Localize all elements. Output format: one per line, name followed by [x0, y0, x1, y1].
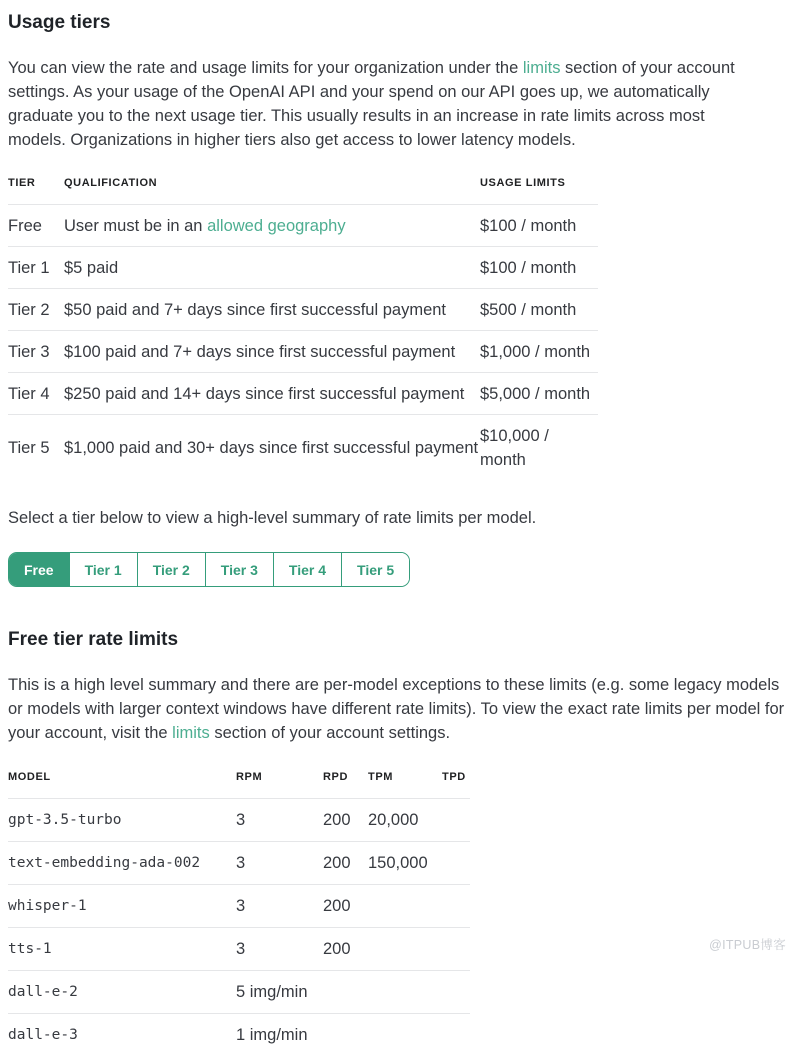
limits-link[interactable]: limits: [523, 59, 561, 77]
model-cell: text-embedding-ada-002: [8, 842, 236, 885]
tpd-cell: [442, 971, 470, 1014]
model-cell: dall-e-3: [8, 1014, 236, 1056]
tpd-cell: [442, 1014, 470, 1056]
column-header: USAGE LIMITS: [480, 171, 598, 205]
column-header: QUALIFICATION: [64, 171, 480, 205]
tier-tab-tier-2[interactable]: Tier 2: [137, 553, 205, 586]
text-segment: $100 paid and 7+ days since first successful payment: [64, 343, 455, 361]
tier-cell: Tier 3: [8, 331, 64, 373]
table-row: [8, 247, 598, 289]
table-header-row: [8, 765, 470, 799]
column-header: MODEL: [8, 765, 236, 799]
rpm-cell: 3: [236, 799, 323, 842]
column-header: TPM: [368, 765, 442, 799]
text-segment: You can view the rate and usage limits for your organization under the: [8, 59, 523, 77]
text-segment: $50 paid and 7+ days since first successful payment: [64, 301, 446, 319]
tpm-cell: 20,000: [368, 799, 442, 842]
rpd-cell: [323, 971, 368, 1014]
rate-limits-table-body: [8, 799, 470, 1056]
column-header: TIER: [8, 171, 64, 205]
rpd-cell: 200: [323, 928, 368, 971]
table-row: [8, 799, 470, 842]
usage-tiers-table: [8, 171, 598, 480]
table-row: [8, 1014, 470, 1056]
rate-limits-table: [8, 765, 470, 1056]
tpm-cell: 150,000: [368, 842, 442, 885]
qualification-cell: [64, 331, 480, 373]
page-title: Usage tiers: [8, 12, 786, 34]
watermark: @ITPUB博客: [709, 933, 786, 957]
table-row: [8, 928, 470, 971]
qualification-cell: [64, 289, 480, 331]
rpd-cell: 200: [323, 799, 368, 842]
tier-tab-tier-1[interactable]: Tier 1: [69, 553, 137, 586]
usage-limit-cell: $5,000 / month: [480, 373, 598, 415]
column-header: RPD: [323, 765, 368, 799]
rpm-cell: 3: [236, 885, 323, 928]
tier-tab-tier-4[interactable]: Tier 4: [273, 553, 341, 586]
rpm-cell: 3: [236, 928, 323, 971]
rpm-cell: 3: [236, 842, 323, 885]
tpd-cell: [442, 928, 470, 971]
table-header-row: [8, 171, 598, 205]
model-cell: gpt-3.5-turbo: [8, 799, 236, 842]
table-row: [8, 842, 470, 885]
qualification-cell: [64, 373, 480, 415]
column-header: TPD: [442, 765, 470, 799]
tier-tab-free[interactable]: Free: [9, 553, 69, 586]
usage-limit-cell: $100 / month: [480, 205, 598, 247]
rpm-cell: 1 img/min: [236, 1014, 323, 1056]
section-title: Free tier rate limits: [8, 629, 786, 651]
limits-link[interactable]: limits: [172, 724, 210, 742]
tpd-cell: [442, 842, 470, 885]
text-segment: $1,000 paid and 30+ days since first successful payment: [64, 439, 478, 457]
usage-limit-cell: $1,000 / month: [480, 331, 598, 373]
tpd-cell: [442, 799, 470, 842]
usage-limit-cell: $500 / month: [480, 289, 598, 331]
text-segment: section of your account settings.: [210, 724, 450, 742]
model-cell: whisper-1: [8, 885, 236, 928]
allowed-geography-link[interactable]: allowed geography: [207, 217, 346, 235]
tier-cell: Tier 5: [8, 415, 64, 481]
tpm-cell: [368, 1014, 442, 1056]
tier-tab-tier-5[interactable]: Tier 5: [341, 553, 409, 586]
tier-cell: Tier 2: [8, 289, 64, 331]
table-row: [8, 373, 598, 415]
tier-cell: Free: [8, 205, 64, 247]
rpd-cell: 200: [323, 842, 368, 885]
text-segment: This is a high level summary and there are per-model exceptions to these limits (e.g. some legacy models or models with larger context windows have different rate limits). To view the exact rate limits per model for your account, visit the: [8, 676, 784, 742]
table-row: [8, 415, 598, 481]
model-cell: tts-1: [8, 928, 236, 971]
tpd-cell: [442, 885, 470, 928]
table-row: [8, 205, 598, 247]
usage-limit-cell: $100 / month: [480, 247, 598, 289]
text-segment: User must be in an: [64, 217, 207, 235]
rpd-cell: 200: [323, 885, 368, 928]
text-segment: $250 paid and 14+ days since first successful payment: [64, 385, 464, 403]
text-segment: section of your account settings. As your usage of the OpenAI API and your spend on our API goes up, we automatically graduate you to the next usage tier. This usually results in an increase in rate limits across most models. Organizations in higher tiers also get access to lower latency models.: [8, 59, 735, 149]
tpm-cell: [368, 971, 442, 1014]
tier-cell: Tier 4: [8, 373, 64, 415]
tpm-cell: [368, 928, 442, 971]
qualification-cell: [64, 247, 480, 289]
column-header: RPM: [236, 765, 323, 799]
tier-cell: Tier 1: [8, 247, 64, 289]
rpd-cell: [323, 1014, 368, 1056]
rpm-cell: 5 img/min: [236, 971, 323, 1014]
table-row: [8, 885, 470, 928]
tier-tab-tier-3[interactable]: Tier 3: [205, 553, 273, 586]
qualification-cell: [64, 205, 480, 247]
table-row: [8, 289, 598, 331]
text-segment: $5 paid: [64, 259, 118, 277]
rate-limits-paragraph: [8, 673, 786, 745]
table-row: [8, 331, 598, 373]
select-tier-text: Select a tier below to view a high-level summary of rate limits per model.: [8, 506, 786, 530]
intro-paragraph: [8, 56, 760, 152]
usage-limit-cell: $10,000 / month: [480, 415, 598, 481]
qualification-cell: [64, 415, 480, 481]
usage-tiers-table-body: [8, 205, 598, 481]
tier-tabs: [8, 552, 410, 587]
model-cell: dall-e-2: [8, 971, 236, 1014]
table-row: [8, 971, 470, 1014]
tpm-cell: [368, 885, 442, 928]
